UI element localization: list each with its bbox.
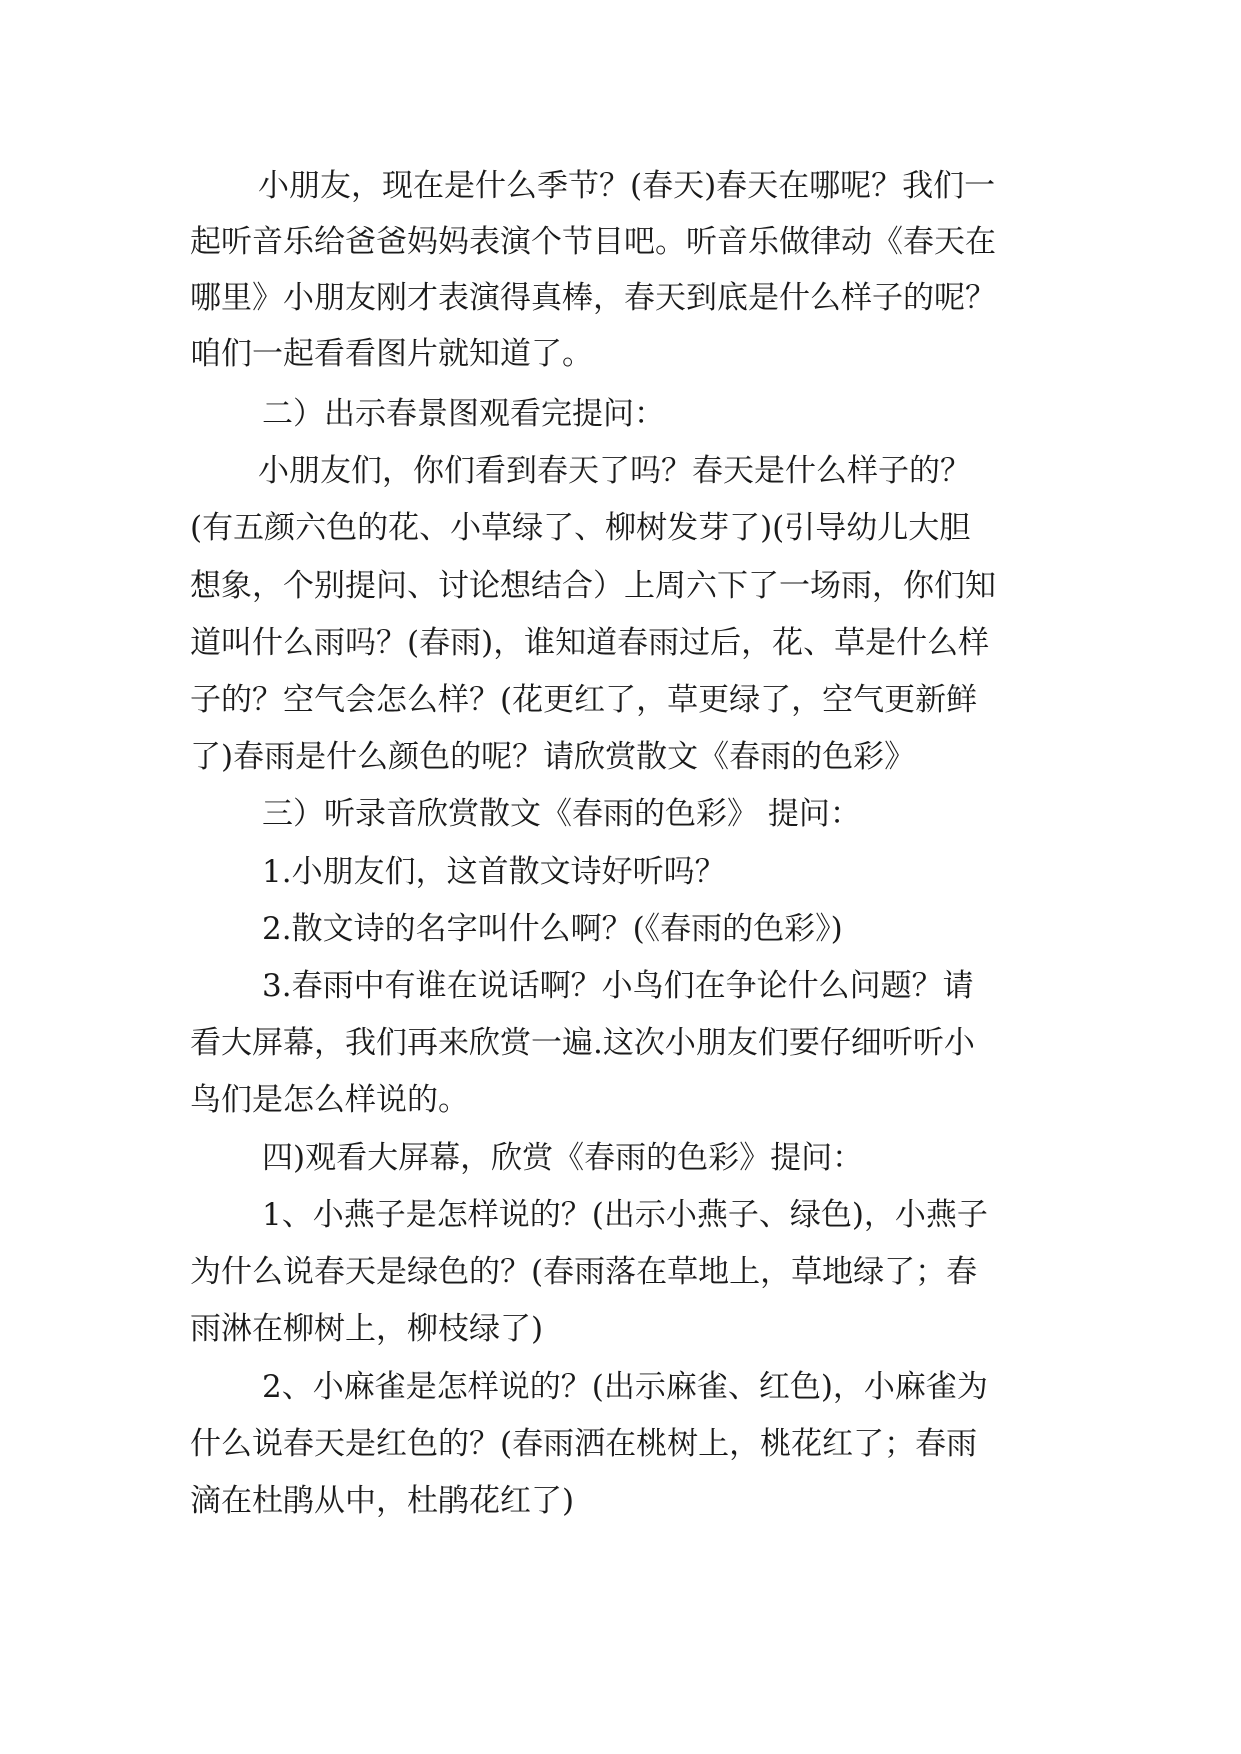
section-heading: 三）听录音欣赏散文《春雨的色彩》 提问：	[262, 796, 861, 832]
list-item: 1、小燕子是怎样说的？(出示小燕子、绿色)，小燕子	[262, 1197, 988, 1233]
paragraph-line: 什么说春天是红色的？(春雨洒在桃树上，桃花红了；春雨	[190, 1426, 978, 1462]
paragraph-line: 起听音乐给爸爸妈妈表演个节目吧。听音乐做律动《春天在	[190, 224, 996, 260]
paragraph-line: 了)春雨是什么颜色的呢？请欣赏散文《春雨的色彩》	[190, 739, 916, 775]
paragraph-line: 子的？空气会怎么样？(花更红了，草更绿了，空气更新鲜	[190, 682, 978, 718]
paragraph-line: 滴在杜鹃从中，杜鹃花红了)	[190, 1483, 575, 1519]
paragraph-line: 小朋友，现在是什么季节？(春天)春天在哪呢？我们一	[258, 168, 996, 204]
paragraph-line: 咱们一起看看图片就知道了。	[190, 336, 593, 372]
section-heading: 四)观看大屏幕，欣赏《春雨的色彩》提问：	[262, 1140, 864, 1176]
paragraph-line: 为什么说春天是绿色的？(春雨落在草地上，草地绿了；春	[190, 1254, 978, 1290]
list-item: 3.春雨中有谁在说话啊？小鸟们在争论什么问题？请	[262, 968, 974, 1004]
paragraph-line: 想象，个别提问、讨论想结合）上周六下了一场雨，你们知	[190, 568, 996, 604]
list-item: 1.小朋友们，这首散文诗好听吗？	[262, 854, 726, 890]
list-item: 2、小麻雀是怎样说的？(出示麻雀、红色)，小麻雀为	[262, 1369, 988, 1405]
section-heading: 二）出示春景图观看完提问：	[262, 396, 665, 432]
list-item: 2.散文诗的名字叫什么啊？(《春雨的色彩》)	[262, 911, 843, 947]
paragraph-line: 哪里》小朋友刚才表演得真棒，春天到底是什么样子的呢？	[190, 280, 996, 316]
paragraph-line: 小朋友们，你们看到春天了吗？春天是什么样子的？	[258, 453, 971, 489]
paragraph-line: 雨淋在柳树上，柳枝绿了)	[190, 1311, 544, 1347]
paragraph-line: 看大屏幕，我们再来欣赏一遍.这次小朋友们要仔细听听小	[190, 1025, 975, 1061]
paragraph-line: 鸟们是怎么样说的。	[190, 1082, 469, 1118]
paragraph-line: 道叫什么雨吗？(春雨)，谁知道春雨过后，花、草是什么样	[190, 625, 990, 661]
paragraph-line: (有五颜六色的花、小草绿了、柳树发芽了)(引导幼儿大胆	[190, 510, 971, 546]
